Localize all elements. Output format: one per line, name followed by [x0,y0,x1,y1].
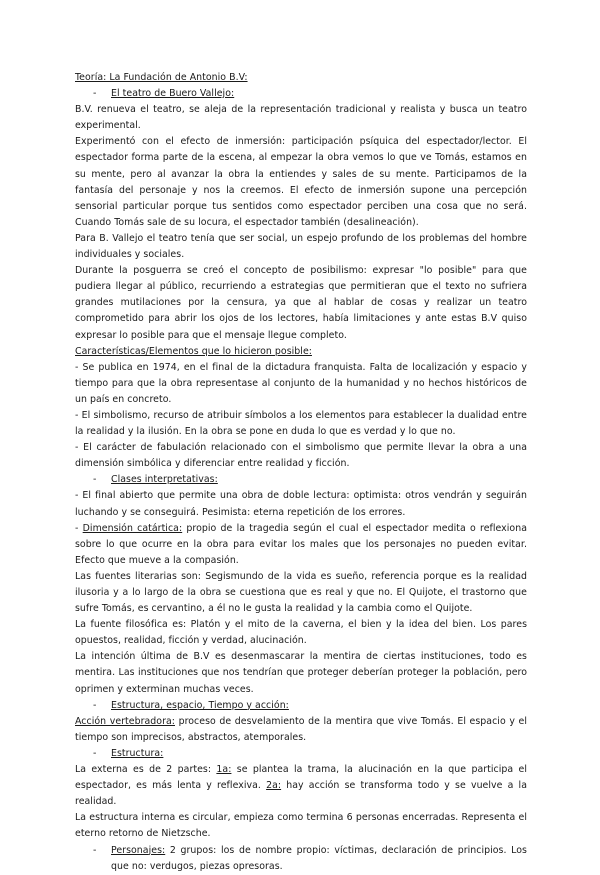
paragraph [75,714,527,746]
text: - [75,522,83,534]
dash-bullet: - [93,747,97,759]
paragraph: La fuente filosófica es: Platón y el mito de la caverna, el bien y la idea del bien. Los pares opuestos, realidad, ficción y verdad, alucinación. [75,619,527,647]
paragraph [75,762,527,810]
paragraph: La estructura interna es circular, empieza como termina 6 personas encerradas. Representa el eterno retorno de Nietzsche. [75,812,527,840]
paragraph: - El carácter de fabulación relacionado con el simbolismo que permite llevar la obra a una dimensión simbólica y diferenciar entre realidad y ficción. [75,442,527,470]
paragraph: B.V. renueva el teatro, se aleja de la representación tradicional y realista y busca un teatro experimental. [75,104,527,132]
text: 2 grupos: los de nombre propio: víctimas, declaración de principios. Los que no: verdugos, piezas opresoras. [111,844,527,872]
paragraph: - Se publica en 1974, en el final de la dictadura franquista. Falta de localización y espacio y tiempo para que la obra representase al conjunto de la humanidad y no hechos históricos de un país en concreto. [75,361,527,405]
term: Dimensión catártica: [82,522,183,534]
list-item [75,843,527,875]
text: propio de la tragedia según el cual el espectador medita o reflexiona sobre lo que ocurre en la obra para evitar los males que los personajes no pueden evitar. Efecto que mueve a la compasión. [75,522,528,566]
text: proceso de desvelamiento de la mentira que vive Tomás. El espacio y el tiempo son imprecisos, abstractos, atemporales. [75,715,527,743]
term: Personajes: [111,844,166,856]
paragraph [75,521,527,569]
paragraph: La intención última de B.V es desenmascarar la mentira de ciertas instituciones, todo es mentira. Las instituciones que nos tendrían que proteger deberían proteger la población, pero oprimen y exterminan muchas veces. [75,651,527,695]
heading-text: Clases interpretativas: [111,474,218,486]
paragraph: Las fuentes literarias son: Segismundo de la vida es sueño, referencia porque es la realidad ilusoria y a lo largo de la obra se cuestiona que es real y que no. El Quijote, el trastorno que sufre Tomás, es cervantino, a él no le gusta la realidad y la cambia como el Quijote. [75,570,527,615]
section-heading-clases [75,472,527,488]
section-heading-caracteristicas: Características/Elementos que lo hicieron posible: [75,345,312,357]
dash-bullet: - [93,88,97,100]
subheading-estructura [75,746,527,762]
paragraph: - El simbolismo, recurso de atribuir símbolos a los elementos para establecer la dualidad entre la realidad y la ilusión. En la obra se pone en duda lo que es verdad y lo que no. [75,409,527,438]
bullet-list [75,843,527,875]
text: se plantea la trama, la alucinación en la que participa el espectador, es más lenta y reflexiva. [75,764,527,792]
term: Acción vertebradora: [75,715,175,727]
dash-bullet: - [93,844,97,856]
text: hay acción se transforma todo y se vuelve a la realidad. [75,780,528,808]
section-heading-teatro [75,86,527,102]
heading-text: Estructura: [111,747,164,759]
document-title: Teoría: La Fundación de Antonio B.V: [75,72,248,83]
dash-bullet: - [93,699,97,711]
heading-text: El teatro de Buero Vallejo: [111,88,235,100]
term: 2a: [266,780,282,792]
paragraph: Para B. Vallejo el teatro tenía que ser social, un espejo profundo de los problemas del hombre individuales y sociales. [75,232,527,261]
text: La externa es de 2 partes: [75,764,217,776]
dash-bullet: - [93,474,97,486]
term: 1a: [216,764,232,776]
document-page [75,70,527,875]
section-heading-estructura [75,698,527,714]
heading-text: Estructura, espacio, Tiempo y acción: [111,699,289,711]
paragraph: Durante la posguerra se creó el concepto de posibilismo: expresar "lo posible" para que pudiera llegar al público, recurriendo a estrategias que permitieran que el texto no sufriera grandes mutilaciones por la censura, ya que al hablar de cosas y realizar un teatro comprometido para abrir los ojos de los lectores, había limitaciones y ante estas B.V quiso expresar lo posible para que el mensaje llegue completo. [75,265,527,341]
list-item-text [111,843,527,875]
paragraph: Experimentó con el efecto de inmersión: participación psíquica del espectador/lector. El espectador forma parte de la escena, al empezar la obra vemos lo que ve Tomás, estamos en su mente, pero al avanzar la obra la entiendes y sales de su mente. Participamos de la fantasía del personaje y nos la creemos. El efecto de inmersión supone una percepción sensorial particular porque tus sentidos como espectador perciben una cosa que no será. Cuando Tomás sale de su locura, el espectador también (desalineación). [75,136,527,228]
paragraph: - El final abierto que permite una obra de doble lectura: optimista: otros vendrán y seguirán luchando y se conseguirá. Pesimista: eterna repetición de los errores. [75,490,527,518]
